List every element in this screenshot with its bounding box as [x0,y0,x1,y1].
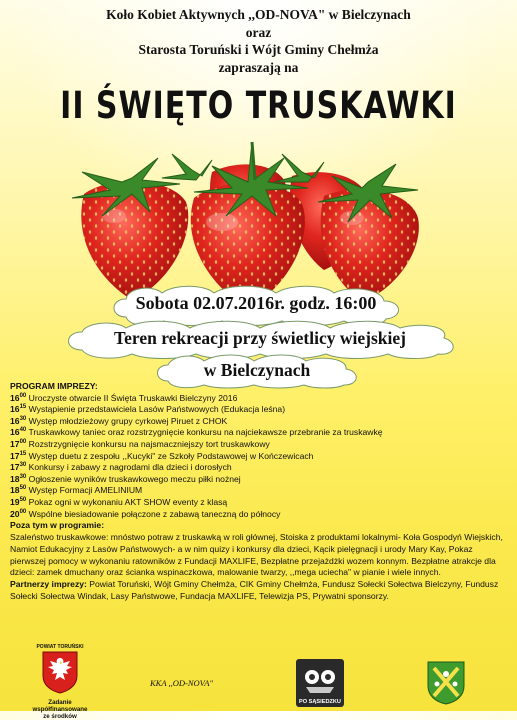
program-item-minutes: 00 [19,438,27,445]
header-line-2: oraz [245,24,272,40]
program-item-text: Uroczyste otwarcie II Święta Truskawki Bielczyny 2016 [28,392,238,403]
program-item [10,404,510,416]
program-item-text: Występ młodzieżowy grupy cyrkowej Piruet z CHOK [28,415,228,426]
program-item-minutes: 30 [19,462,27,469]
header-line-3: Starosta Toruński i Wójt Gminy Chełmża [138,42,379,57]
header-line-4: zapraszają na [218,59,299,75]
program-item-minutes: 15 [19,404,27,411]
gmina-coat-of-arms-icon [426,660,466,706]
program-item-hour: 20 [10,508,20,519]
organizer-header [0,6,517,76]
county-eagle-icon [40,650,80,694]
program-item-hour: 16 [10,392,20,403]
program-item-text: Ogłoszenie wyników truskawkowego meczu piłki nożnej [28,473,241,484]
county-logo-top: POWIAT TORUŃSKI [36,644,84,650]
program-item-text: Konkursy i zabawy z nagrodami dla dzieci i dorosłych [28,462,232,473]
program-item-hour: 17 [10,450,20,461]
extra-text: Szaleństwo truskawkowe: mnóstwo potraw z truskawką w roli głównej, Stoiska z produktami lokalnymi- Koła Gospodyń Wiejskich, Namiot Edukacyjny z Lasów Państwowych- a w nim quizy i konkursy dla dzieci, Kącik pielęgnacji i urody Mary Kay, Pokaz pierwszej pomocy w wykonaniu ratowników z Fundacji MAXLIFE, Bezpłatne przejażdżki wozem konnym. Bezpłatne atrakcje dla dzieci: zamek dmuchany oraz ścianka wspinaczkowa, malowanie twarzy, ,,mega uciecha" w pianie i wiele innych. [10,531,503,578]
program-item-minutes: 15 [19,450,27,457]
program-item-hour: 16 [10,427,20,438]
program-item [10,462,510,474]
program-item-text: Rozstrzygnięcie konkursu na najsmaczniejszy tort truskawkowy [28,438,270,449]
program-item-text: Wystąpienie przedstawiciela Lasów Państwowych (Edukacja leśna) [28,404,286,415]
program-item-hour: 16 [10,415,20,426]
program-item-hour: 18 [10,485,20,496]
program-item-hour: 16 [10,404,20,415]
program-item-text: Wspólne biesiadowanie połączone z zabawą taneczną do północy [28,508,281,519]
program-section [10,381,510,603]
event-place: Teren rekreacji przy świetlicy wiejskiej [114,328,406,348]
program-item-hour: 19 [10,496,20,507]
program-item-text: Pokaz ogni w wykonaniu AKT SHOW eventy z klasą [28,496,228,507]
program-item-minutes: 40 [19,427,27,434]
event-date: Sobota 02.07.2016r. godz. 16:00 [135,293,377,313]
program-item-text: Truskawkowy taniec oraz rozstrzygnięcie konkursu na najciekawsze przebranie za truskawkę [28,427,383,438]
program-item-text: Występ Formacji AMELINIUM [28,485,143,496]
event-village: w Bielczynach [203,360,311,380]
county-caption-1: Zadanie współfinansowane [32,699,88,713]
program-item-text: Występ duetu z zespołu ,,Kucyki" ze Szkoły Podstawowej w Kończewicach [28,450,314,461]
county-logo [30,644,90,720]
program-item-minutes: 00 [19,392,27,399]
event-title: II ŚWIĘTO TRUSKAWKI [60,84,457,128]
program-item [10,451,510,463]
extra-heading: Poza tym w programie: [10,520,105,531]
partners-label: Partnerzy imprezy: [10,579,87,590]
program-item-minutes: 00 [19,508,27,515]
po-sasiedzku-logo [296,659,344,707]
partners-text: Powiat Toruński, Wójt Gminy Chełmża, CIK Gminy Chełmża, Fundusz Sołecki Sołectwa Bielczyny, Fundusz Sołecki Sołectwa Windak, Lasy Państwowe, Fundacja MAXLIFE, Telewizja PS, Prywatni sponsorzy. [10,579,499,602]
county-caption-2: ze środków [43,713,77,720]
program-item [10,485,510,497]
program-item [10,509,510,521]
program-heading: PROGRAM IMPREZY: [10,381,98,391]
header-line-1: Koło Kobiet Aktywnych ,,OD-NOVA" w Bielczynach [106,7,411,22]
program-item-minutes: 50 [19,485,27,492]
program-item [10,439,510,451]
program-item [10,497,510,509]
program-item [10,416,510,428]
partners-paragraph [10,579,510,603]
program-item-hour: 17 [10,438,20,449]
program-item-minutes: 50 [19,496,27,503]
program-item [10,393,510,405]
program-item-minutes: 30 [19,473,27,480]
program-item [10,474,510,486]
program-item-hour: 17 [10,462,20,473]
sponsor-logo-text: PO SĄSIEDZKU [299,699,341,705]
program-item-hour: 18 [10,473,20,484]
program-item-minutes: 30 [19,415,27,422]
program-list [10,393,510,521]
program-item [10,427,510,439]
kka-signature: KKA ,,OD-NOVA" [150,678,213,688]
